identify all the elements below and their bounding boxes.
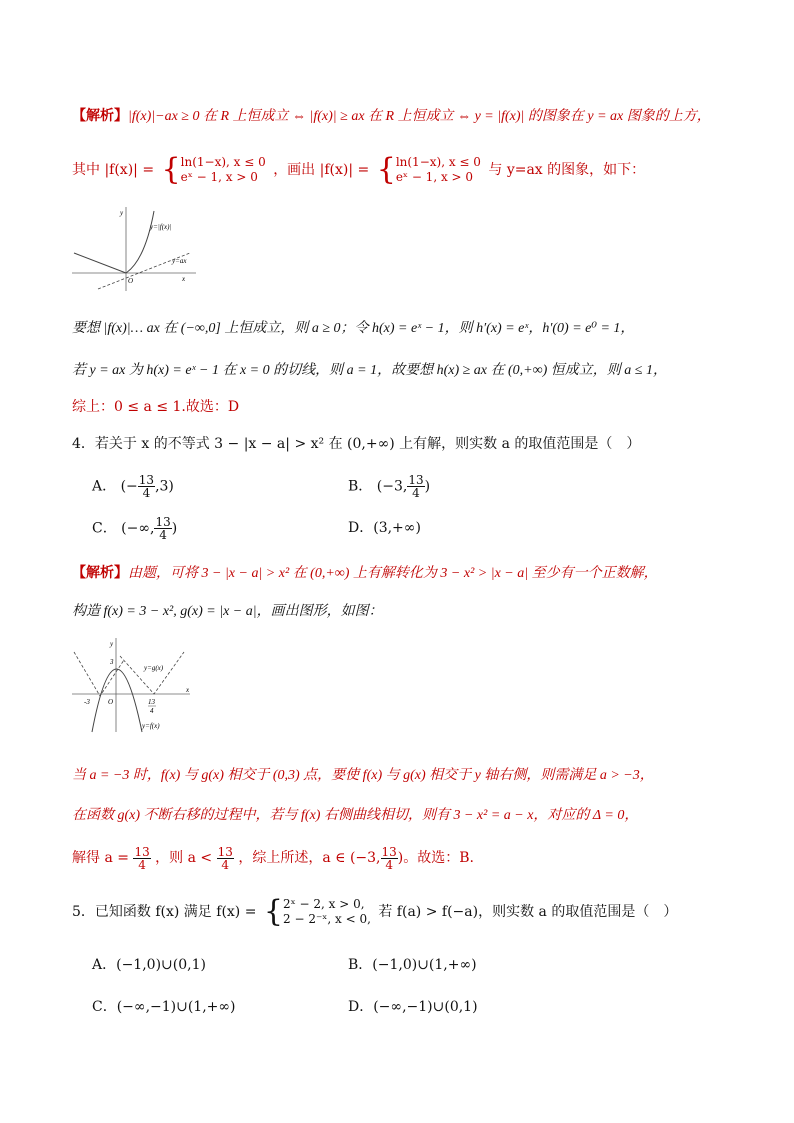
g-left xyxy=(74,652,124,696)
label-4: 4 xyxy=(150,707,154,715)
label-y: y xyxy=(120,209,124,217)
label-f: y=|f(x)| xyxy=(150,223,172,231)
analysis1-line3: 要想 |f(x)|… ax 在 (−∞,0] 上恒成立，则 a ≥ 0；令 h(x) = eˣ − 1，则 h′(x) = eˣ，h′(0) = e⁰ = 1， xyxy=(72,321,635,336)
piecewise-1: { ln(1−x), x ≤ 0 eˣ − 1, x > 0 xyxy=(161,152,266,187)
analysis1-line5: 综上：0 ≤ a ≤ 1.故选：D xyxy=(72,399,240,415)
label-ax: y=ax xyxy=(172,257,187,265)
curve-right xyxy=(126,211,154,273)
analysis2-line5: 解得 a = $\frac{13}{4}$ ，则 a < $\frac{13}{4}$ ，综上所述，a ∈ (−3, $\frac{13}{4}$ )。故选：B. xyxy=(72,844,474,872)
q5-option-b[interactable]: B．(−1,0)∪(1,+∞) xyxy=(348,957,477,973)
label-3: 3 xyxy=(110,658,114,666)
analysis2-line2: 构造 f(x) = 3 − x², g(x) = |x − a|，画出图形，如图： xyxy=(72,604,383,619)
q4-option-b[interactable]: B． (−3, $\frac{13}{4}$ ) xyxy=(348,473,431,500)
analysis-tag: 【解析】 xyxy=(72,565,128,581)
q4-option-d[interactable]: D．(3,+∞) xyxy=(348,520,421,536)
piecewise-2: { ln(1−x), x ≤ 0 eˣ − 1, x > 0 xyxy=(376,152,481,187)
label-minus-3: -3 xyxy=(84,698,90,706)
piecewise-q5: { 2ˣ − 2, x > 0, 2 − 2⁻ˣ, x < 0, xyxy=(263,894,371,929)
analysis1-line2: 其中 |f(x)| = { ln(1−x), x ≤ 0 eˣ − 1, x > 0 ，画出 |f(x)| = { ln(1−x), x ≤ 0 eˣ − 1, x > 0 与 y=ax 的图象，如下： xyxy=(72,152,646,187)
label-g: y=g(x) xyxy=(144,664,164,672)
q5-option-c[interactable]: C．(−∞,−1)∪(1,+∞) xyxy=(92,999,236,1015)
q5-option-d[interactable]: D．(−∞,−1)∪(0,1) xyxy=(348,999,478,1015)
label-x: x xyxy=(182,275,186,283)
parabola-f xyxy=(92,669,142,732)
analysis2-line3: 当 a = −3 时，f(x) 与 g(x) 相交于 (0,3) 点，要使 f(x) 与 g(x) 相交于 y 轴右侧，则需满足 a > −3， xyxy=(72,768,654,783)
label-x: x xyxy=(186,686,190,694)
q5-option-a[interactable]: A．(−1,0)∪(0,1) xyxy=(92,957,206,973)
analysis-tag: 【解析】 xyxy=(72,108,128,124)
label-13: 13 xyxy=(148,698,155,706)
analysis2-line1: 【解析】由题，可将 3 − |x − a| > x² 在 (0,+∞) 上有解转化为 3 − x² > |x − a| 至少有一个正数解， xyxy=(72,565,658,581)
label-y: y xyxy=(110,640,114,648)
analysis1-line4: 若 y = ax 为 h(x) = eˣ − 1 在 x = 0 的切线，则 a = 1，故要想 h(x) ≥ ax 在 (0,+∞) 恒成立，则 a ≤ 1， xyxy=(72,363,667,378)
label-f: y=f(x) xyxy=(142,722,160,730)
label-origin: O xyxy=(128,277,134,285)
analysis1-line1: 【解析】|f(x)|−ax ≥ 0 在 R 上恒成立 ⇔ |f(x)| ≥ ax 在 R 上恒成立 ⇔ y = |f(x)| 的图象在 y = ax 图象的上方， xyxy=(72,108,711,124)
q4-option-c[interactable]: C． (−∞, $\frac{13}{4}$ ) xyxy=(92,515,178,542)
g-right xyxy=(120,652,184,694)
graph-abs-f-vs-ax xyxy=(70,205,200,295)
curve-left xyxy=(74,253,126,273)
analysis2-line4: 在函数 g(x) 不断右移的过程中，若与 f(x) 右侧曲线相切，则有 3 − x² = a − x，对应的 Δ = 0， xyxy=(72,808,639,823)
q4-stem: 4．若关于 x 的不等式 3 − |x − a| > x² 在 (0,+∞) 上有解，则实数 a 的取值范围是（ ） xyxy=(72,436,641,452)
graph-f-and-g xyxy=(70,636,195,736)
q5-stem: 5．已知函数 f(x) 满足 f(x) = { 2ˣ − 2, x > 0, 2 − 2⁻ˣ, x < 0, 若 f(a) > f(−a)，则实数 a 的取值范围是（ ） xyxy=(72,894,678,929)
label-origin: O xyxy=(108,698,114,706)
q4-option-a[interactable]: A． (− $\frac{13}{4}$ ,3) xyxy=(92,473,174,500)
